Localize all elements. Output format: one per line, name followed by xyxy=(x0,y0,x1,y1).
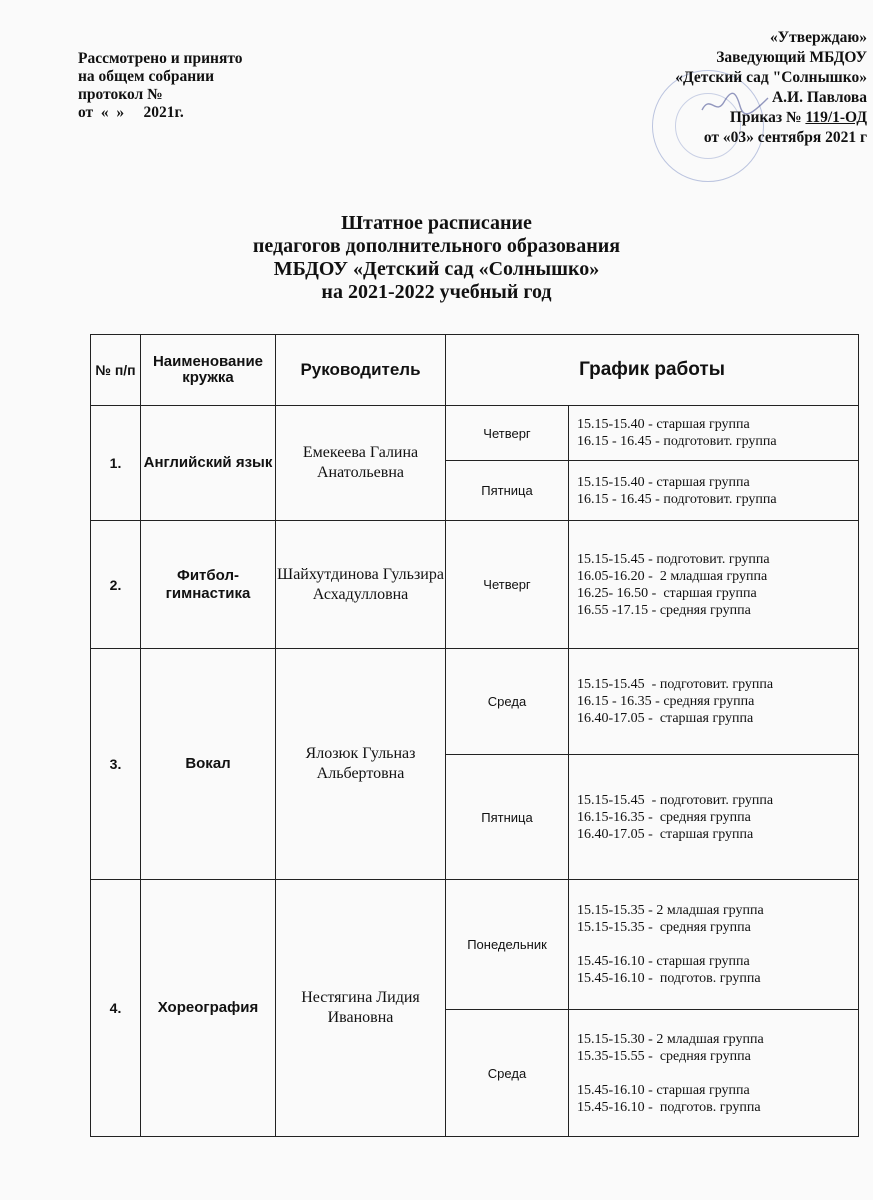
row-club-name: Хореография xyxy=(141,880,276,1137)
row-leader: Ялозюк Гульназ Альбертовна xyxy=(276,649,446,880)
schedule-line: 15.15-15.40 - старшая группа xyxy=(577,417,750,432)
row-num: 4. xyxy=(91,880,141,1137)
document-title xyxy=(0,212,873,304)
schedule-line: 15.15-15.40 - старшая группа xyxy=(577,474,750,490)
row-club-name: Английский язык xyxy=(141,406,276,521)
order-prefix: Приказ № xyxy=(729,109,806,126)
schedule-line: 16.15 - 16.35 - средняя группа xyxy=(577,694,755,709)
approval-line-2: на общем собрании xyxy=(78,68,214,85)
schedule-line: 16.40-17.05 - старшая группа xyxy=(577,826,754,842)
row-schedule xyxy=(569,755,859,880)
header-schedule: График работы xyxy=(446,335,859,406)
schedule-line: 16.15 - 16.45 - подготовит. группа xyxy=(577,491,777,507)
row-leader: Шайхутдинова Гульзира Асхадулловна xyxy=(276,521,446,649)
schedule-gap xyxy=(577,936,858,953)
approve-line-4: А.И. Павлова xyxy=(771,89,867,106)
header-leader: Руководитель xyxy=(276,335,446,406)
row-day: Понедельник xyxy=(446,880,569,1010)
approval-line-4: от « » 2021г. xyxy=(78,104,184,121)
approve-line-2: Заведующий МБДОУ xyxy=(716,49,867,66)
row-schedule xyxy=(569,649,859,755)
schedule-line: 16.15-16.35 - средняя группа xyxy=(577,809,751,825)
schedule-line: 15.15-15.35 - средняя группа xyxy=(577,920,751,935)
table-header-row xyxy=(91,335,859,406)
schedule-line: 15.15-15.45 - подготовит. группа xyxy=(577,551,770,567)
row-club-name: Фитбол-гимнастика xyxy=(141,521,276,649)
schedule-table xyxy=(90,334,859,1137)
title-line-1: Штатное расписание xyxy=(341,212,532,234)
schedule-line: 15.15-15.45 - подготовит. группа xyxy=(577,677,774,692)
approve-line-6: от «03» сентября 2021 г xyxy=(703,129,867,146)
approve-line-1: «Утверждаю» xyxy=(769,29,867,46)
schedule-line: 15.45-16.10 - старшая группа xyxy=(577,954,750,969)
row-club-name: Вокал xyxy=(141,649,276,880)
row-day: Четверг xyxy=(446,521,569,649)
schedule-line: 15.15-15.30 - 2 младшая группа xyxy=(577,1031,764,1047)
title-line-2: педагогов дополнительного образования xyxy=(252,235,621,257)
row-schedule xyxy=(569,521,859,649)
table-row xyxy=(91,406,859,461)
schedule-line: 15.15-15.35 - 2 младшая группа xyxy=(577,903,764,918)
schedule-line: 16.15 - 16.45 - подготовит. группа xyxy=(577,434,777,449)
schedule-line: 16.05-16.20 - 2 младшая группа xyxy=(577,568,768,584)
row-num: 3. xyxy=(91,649,141,880)
approval-line-3: протокол № xyxy=(78,86,163,103)
row-day: Пятница xyxy=(446,461,569,521)
row-leader: Емекеева Галина Анатольевна xyxy=(276,406,446,521)
title-line-4: на 2021-2022 учебный год xyxy=(321,281,552,303)
row-day: Среда xyxy=(446,1010,569,1137)
row-schedule xyxy=(569,406,859,461)
row-day: Четверг xyxy=(446,406,569,461)
row-schedule xyxy=(569,461,859,521)
order-number: 119/1-ОД xyxy=(805,109,867,126)
header-num: № п/п xyxy=(91,335,141,406)
approval-stamp-text xyxy=(607,28,867,148)
approval-line-1: Рассмотрено и принято xyxy=(78,50,243,67)
table-row xyxy=(91,649,859,755)
approval-note xyxy=(78,50,243,122)
schedule-line: 15.45-16.10 - старшая группа xyxy=(577,1082,750,1098)
schedule-line: 15.35-15.55 - средняя группа xyxy=(577,1048,751,1064)
header-name: Наименование кружка xyxy=(141,335,276,406)
order-line xyxy=(607,108,867,128)
schedule-line: 15.45-16.10 - подготов. группа xyxy=(577,971,761,986)
table-row xyxy=(91,521,859,649)
table-row xyxy=(91,880,859,1010)
schedule-line: 15.15-15.45 - подготовит. группа xyxy=(577,792,774,808)
schedule-line: 16.55 -17.15 - средняя группа xyxy=(577,602,751,618)
row-num: 1. xyxy=(91,406,141,521)
row-schedule xyxy=(569,1010,859,1137)
schedule-line: 16.40-17.05 - старшая группа xyxy=(577,711,754,726)
schedule-line: 16.25- 16.50 - старшая группа xyxy=(577,585,757,601)
row-num: 2. xyxy=(91,521,141,649)
approve-line-3: «Детский сад "Солнышко» xyxy=(675,69,867,86)
row-day: Среда xyxy=(446,649,569,755)
title-line-3: МБДОУ «Детский сад «Солнышко» xyxy=(273,258,600,280)
schedule-line: 15.45-16.10 - подготов. группа xyxy=(577,1099,761,1115)
row-day: Пятница xyxy=(446,755,569,880)
row-schedule xyxy=(569,880,859,1010)
row-leader: Нестягина Лидия Ивановна xyxy=(276,880,446,1137)
schedule-gap xyxy=(577,1065,858,1082)
